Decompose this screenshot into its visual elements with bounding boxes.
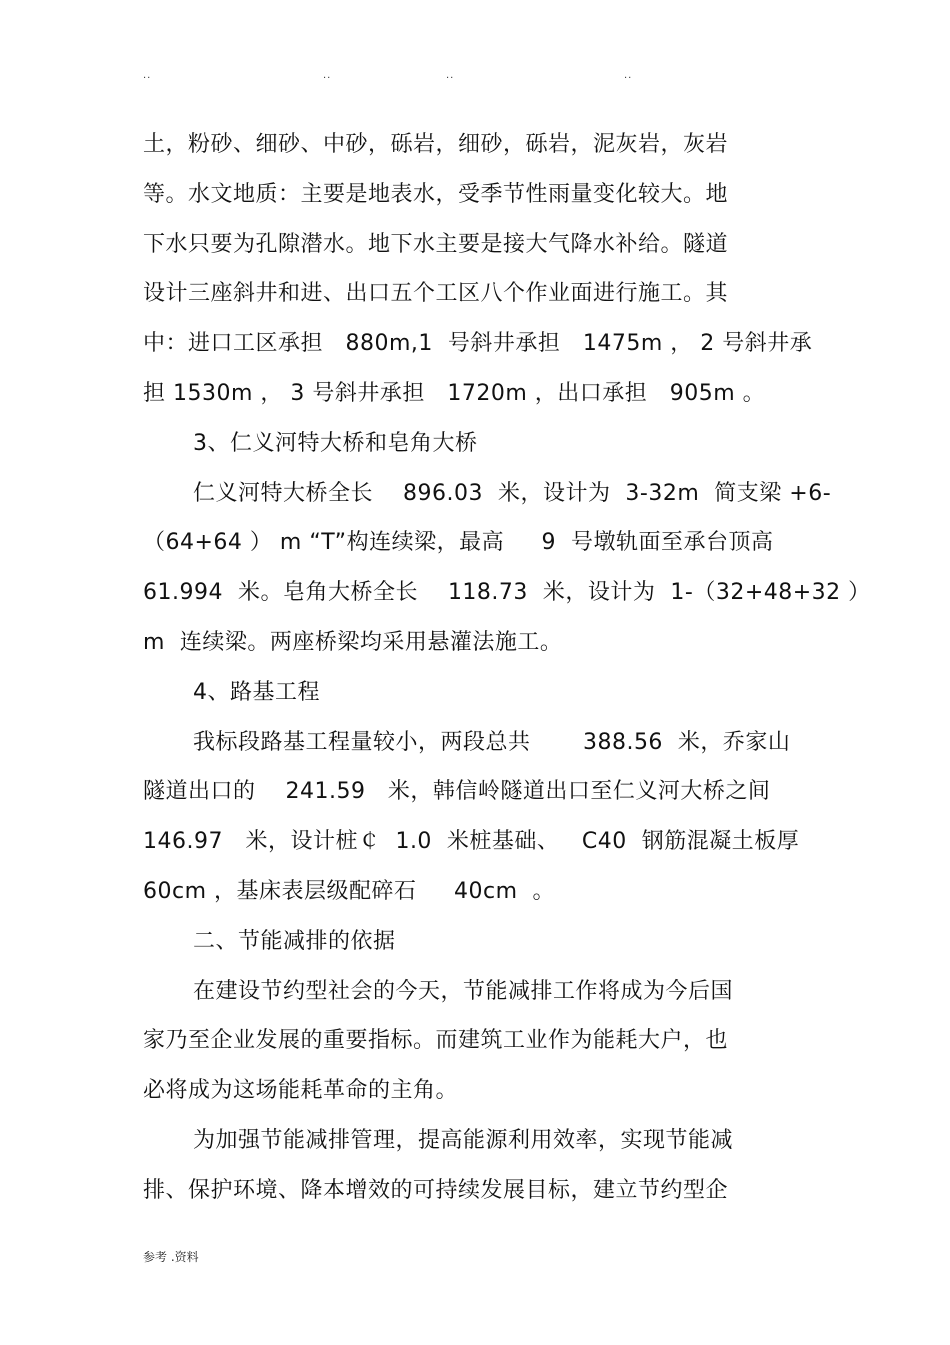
text-line: 在建设节约型社会的今天，节能减排工作将成为今后国 (193, 978, 734, 1004)
text-line: 家乃至企业发展的重要指标。而建筑工业作为能耗大户，也 (143, 1028, 729, 1054)
text-line: 担 1530m ， 3 号斜井承担 1720m ，出口承担 905m 。 (143, 380, 766, 406)
text-line: 中：进口工区承担 880m,1 号斜井承担 1475m ， 2 号斜井承 (143, 331, 813, 357)
text-line: 146.97 米，设计桩￠ 1.0 米桩基础、 C40 钢筋混凝土板厚 (143, 829, 800, 855)
text-line: 排、保护环境、降本增效的可持续发展目标，建立节约型企 (143, 1177, 729, 1203)
text-line: 隧道出口的 241.59 米，韩信岭隧道出口至仁义河大桥之间 (143, 779, 771, 805)
header-mark: .. (624, 70, 633, 81)
text-line: 必将成为这场能耗革命的主角。 (143, 1078, 459, 1104)
text-line: 61.994 米。皂角大桥全长 118.73 米，设计为 1-（32+48+32 ） (143, 580, 871, 606)
text-line: 二、节能减排的依据 (193, 928, 396, 954)
text-line: 4、路基工程 (193, 679, 320, 705)
text-line: m 连续梁。两座桥梁均采用悬灌法施工。 (143, 629, 563, 655)
page-footer: 参考 .资料 (143, 1250, 199, 1264)
text-line: 等。水文地质：主要是地表水，受季节性雨量变化较大。地 (143, 181, 729, 207)
text-line: 我标段路基工程量较小，两段总共 388.56 米，乔家山 (193, 729, 791, 755)
header-mark: .. (143, 70, 152, 81)
text-line: 仁义河特大桥全长 896.03 米，设计为 3-32m 简支梁 +6- (193, 480, 832, 506)
text-line: （64+64 ） m “T”构连续梁，最高 9 号墩轨面至承台顶高 (143, 530, 774, 556)
text-line: 设计三座斜井和进、出口五个工区八个作业面进行施工。其 (143, 281, 729, 307)
text-line: 60cm ，基床表层级配碎石 40cm 。 (143, 878, 555, 904)
body-text (143, 120, 871, 1216)
text-line: 下水只要为孔隙潜水。地下水主要是接大气降水补给。隧道 (143, 231, 729, 257)
header-mark: .. (446, 70, 455, 81)
page-header (0, 70, 950, 90)
header-mark: .. (323, 70, 332, 81)
text-line: 土，粉砂、细砂、中砂，砾岩，细砂，砾岩，泥灰岩，灰岩 (143, 132, 729, 157)
text-line: 3、仁义河特大桥和皂角大桥 (193, 430, 478, 456)
text-line: 为加强节能减排管理，提高能源利用效率，实现节能减 (193, 1127, 734, 1153)
